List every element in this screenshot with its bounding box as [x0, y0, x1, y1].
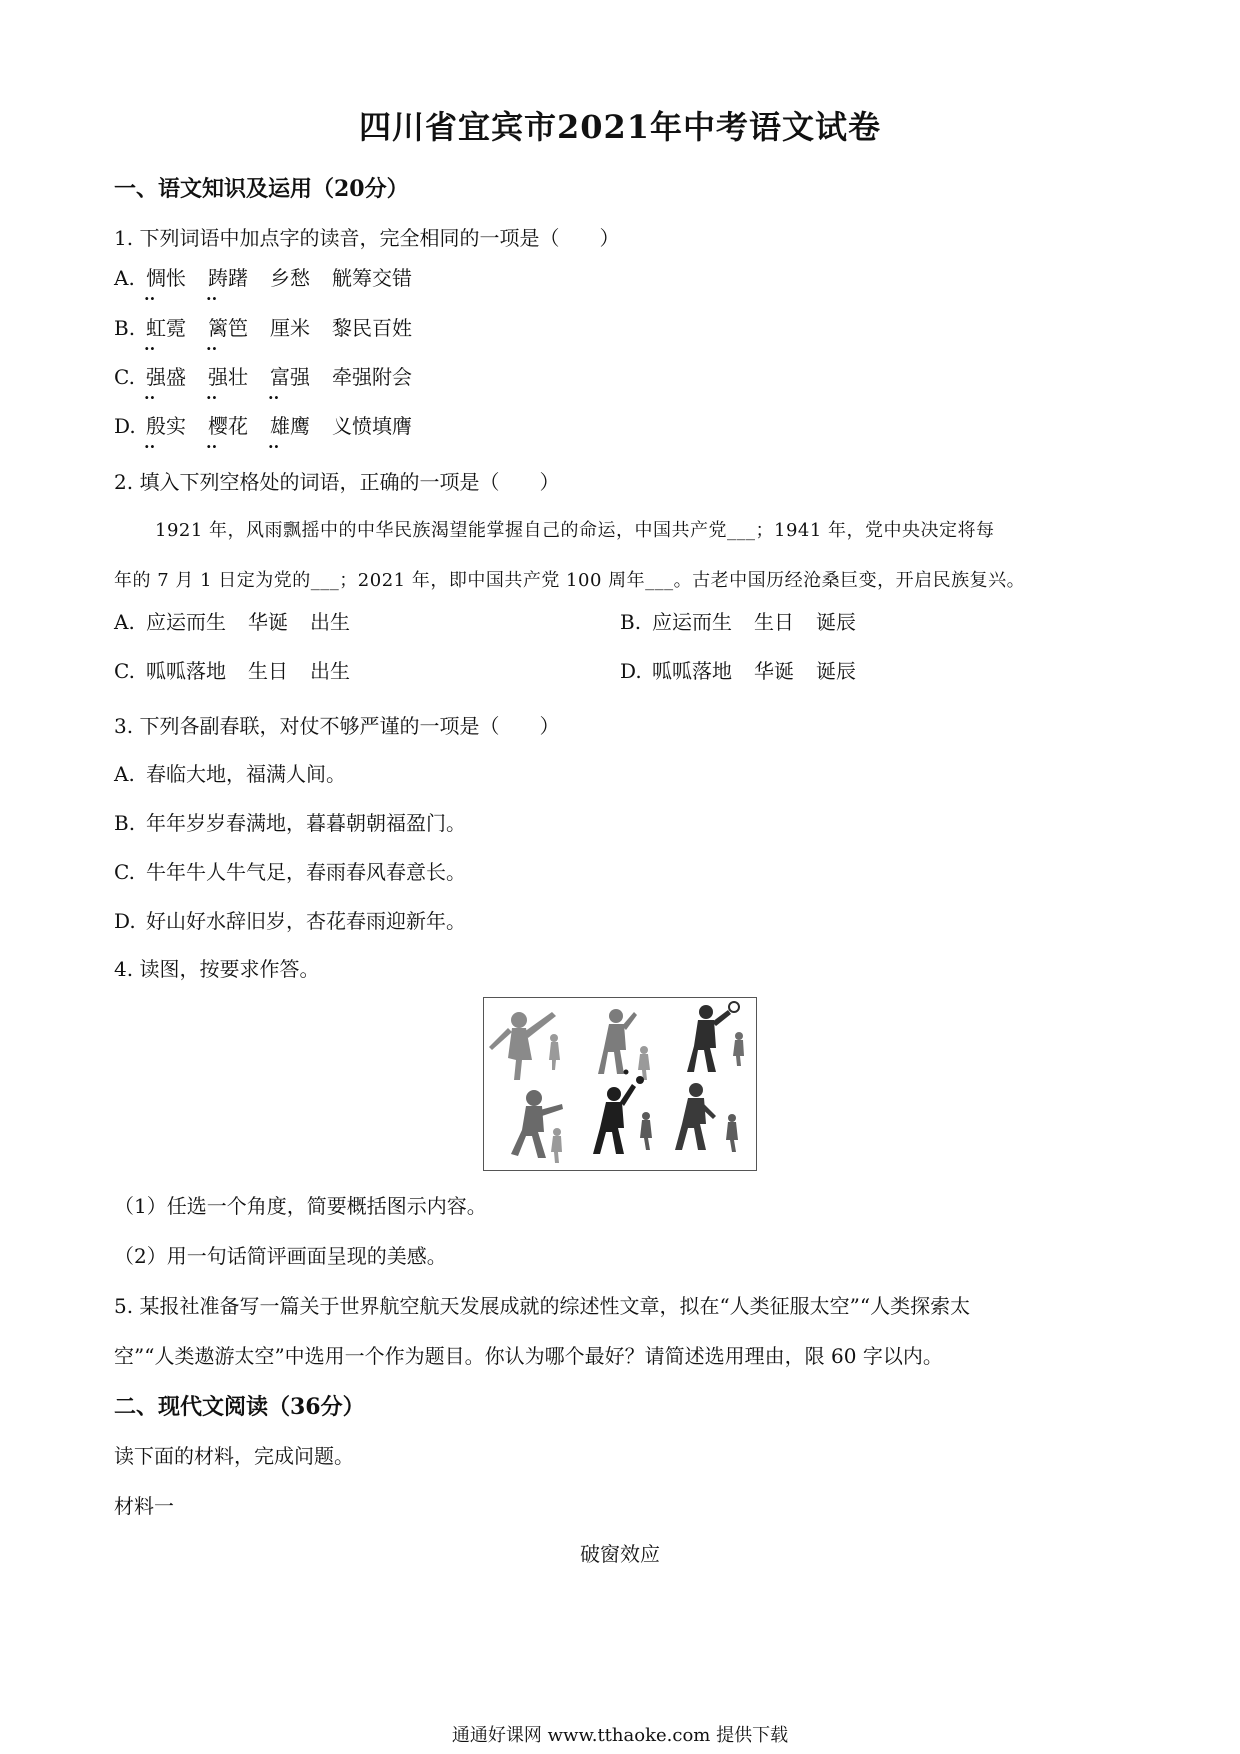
small-volleyball-silhouette — [640, 1112, 652, 1150]
option-word: 义愤填膺 — [332, 414, 412, 438]
volleyball-player-silhouette — [593, 1070, 644, 1155]
option-text: 年年岁岁春满地，暮暮朝朝福盈门。 — [146, 811, 466, 835]
option-word: 虹霓 ·· — [146, 312, 186, 341]
question-2-passage-line-1: 1921 年，风雨飘摇中的中华民族渴望能掌握自己的命运，中国共产党___；1941 年，党中央决定将每 — [155, 520, 995, 541]
small-basketball-silhouette — [726, 1114, 738, 1152]
option-word: 惆怅 ·· — [146, 262, 186, 291]
option-word: 呱呱落地 — [146, 659, 226, 683]
option-word: 厘米 — [270, 316, 310, 340]
option-word: 樱花 ·· — [208, 410, 248, 439]
thrower-silhouette — [489, 1012, 556, 1080]
question-3-option-c — [114, 856, 466, 885]
material-label: 材料一 — [114, 1494, 174, 1518]
option-label: C. — [114, 860, 135, 884]
question-1-option-d — [114, 410, 434, 439]
question-1-option-b — [114, 312, 434, 341]
option-label: D. — [114, 414, 136, 438]
option-word: 富强 ·· — [270, 361, 310, 390]
option-label: B. — [114, 316, 136, 340]
option-word: 觥筹交错 — [332, 266, 412, 290]
question-2-passage-line-2: 年的 7 月 1 日定为党的___；2021 年，即中国共产党 100 周年___。古老中国历经沧桑巨变，开启民族复兴。 — [114, 570, 1026, 591]
question-5-line-2: 空”“人类遨游太空”中选用一个作为题目。你认为哪个最好？请简述选用理由，限 60 字以内。 — [114, 1344, 943, 1368]
silhouettes-image — [484, 998, 756, 1170]
question-2-option-b — [620, 606, 878, 635]
question-3-option-b — [114, 807, 466, 836]
question-2-stem: 2. 填入下列空格处的词语，正确的一项是（ ） — [114, 470, 560, 494]
option-word: 应运而生 — [652, 610, 732, 634]
question-4-stem: 4. 读图，按要求作答。 — [114, 957, 320, 981]
option-word: 华诞 — [754, 659, 794, 683]
option-word: 生日 — [248, 659, 288, 683]
small-tennis-silhouette — [733, 1032, 744, 1066]
jumper-silhouette — [598, 1009, 637, 1074]
option-label: D. — [620, 659, 642, 683]
question-1-option-c — [114, 361, 434, 390]
question-2-option-d — [620, 655, 878, 684]
option-label: A. — [114, 762, 135, 786]
option-word: 雄鹰 ·· — [270, 410, 310, 439]
material-title: 破窗效应 — [580, 1542, 660, 1566]
option-word: 强壮 ·· — [208, 361, 248, 390]
small-jumper-silhouette — [638, 1046, 650, 1080]
question-3-option-a — [114, 758, 346, 787]
option-label: A. — [114, 610, 135, 634]
option-text: 春临大地，福满人间。 — [146, 762, 346, 786]
sports-silhouettes-figure — [483, 997, 757, 1171]
option-label: C. — [114, 659, 135, 683]
question-4-sub-1: （1）任选一个角度，简要概括图示内容。 — [114, 1194, 487, 1218]
option-word: 踌躇 ·· — [208, 262, 248, 291]
option-text: 好山好水辞旧岁，杏花春雨迎新年。 — [146, 909, 466, 933]
option-text: 牛年牛人牛气足，春雨春风春意长。 — [146, 860, 466, 884]
question-1-stem: 1. 下列词语中加点字的读音，完全相同的一项是（ ） — [114, 226, 620, 250]
option-label: D. — [114, 909, 136, 933]
question-2-option-a — [114, 606, 372, 635]
small-thrower-silhouette — [549, 1034, 560, 1070]
option-word: 呱呱落地 — [652, 659, 732, 683]
basketball-player-silhouette — [675, 1083, 716, 1150]
option-word: 强盛 ·· — [146, 361, 186, 390]
option-word: 篱笆 ·· — [208, 312, 248, 341]
question-4-sub-2: （2）用一句话简评画面呈现的美感。 — [114, 1244, 447, 1268]
option-word: 诞辰 — [816, 659, 856, 683]
option-word: 黎民百姓 — [332, 316, 412, 340]
option-word: 出生 — [310, 659, 350, 683]
option-word: 牵强附会 — [332, 365, 412, 389]
option-word: 乡愁 — [270, 266, 310, 290]
question-5-line-1: 5. 某报社准备写一篇关于世界航空航天发展成就的综述性文章，拟在“人类征服太空”“人类探索太 — [114, 1294, 971, 1318]
option-label: A. — [114, 266, 135, 290]
option-label: B. — [114, 811, 136, 835]
section-heading-2: 二、现代文阅读（36分） — [114, 1394, 365, 1420]
question-2-option-c — [114, 655, 372, 684]
small-footballer-silhouette — [551, 1128, 562, 1163]
option-label: C. — [114, 365, 135, 389]
option-word: 华诞 — [248, 610, 288, 634]
tennis-player-silhouette — [687, 1002, 739, 1072]
option-word: 生日 — [754, 610, 794, 634]
page-title: 四川省宜宾市2021年中考语文试卷 — [358, 108, 882, 146]
section-heading-1: 一、语文知识及运用（20分） — [114, 176, 409, 202]
question-1-option-a — [114, 262, 434, 291]
option-label: B. — [620, 610, 642, 634]
reading-intro: 读下面的材料，完成问题。 — [114, 1444, 354, 1468]
option-word: 诞辰 — [816, 610, 856, 634]
question-3-option-d — [114, 905, 466, 934]
footer-source: 通通好课网 www.tthaoke.com 提供下载 — [451, 1725, 789, 1746]
question-3-stem: 3. 下列各副春联，对仗不够严谨的一项是（ ） — [114, 714, 560, 738]
option-word: 殷实 ·· — [146, 410, 186, 439]
option-word: 出生 — [310, 610, 350, 634]
option-word: 应运而生 — [146, 610, 226, 634]
